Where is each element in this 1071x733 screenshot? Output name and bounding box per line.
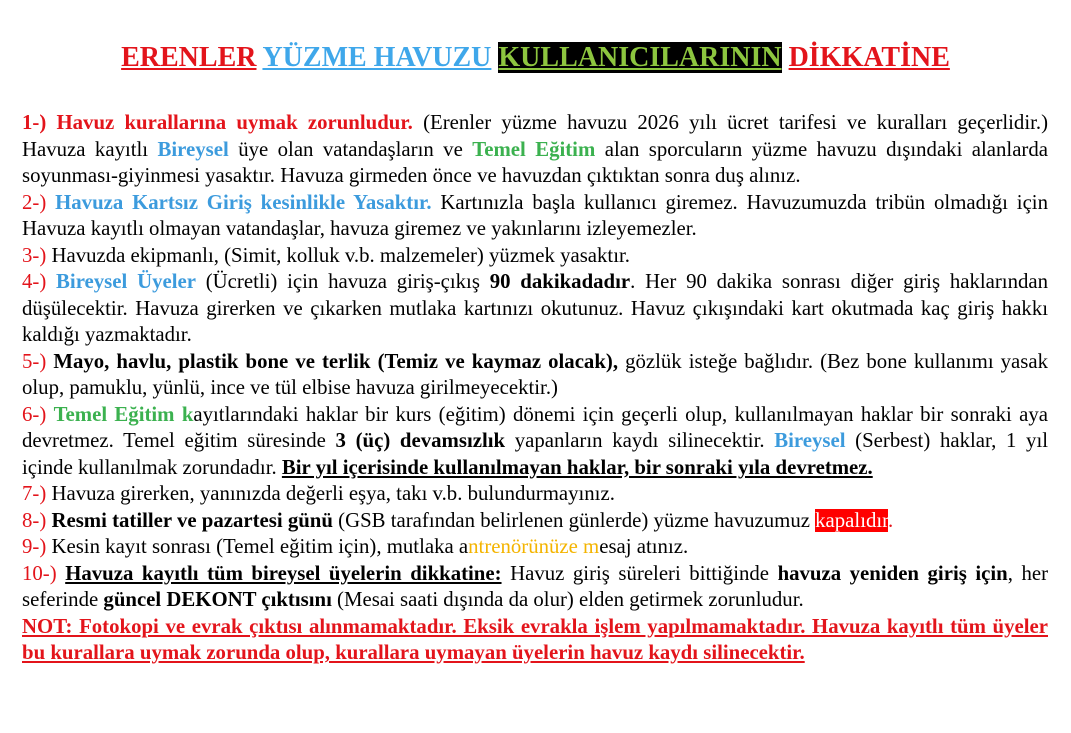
- rule-2-line-2: [22, 216, 1048, 243]
- re-entry-emphasis: havuza yeniden giriş için: [777, 561, 1008, 585]
- rule-6-line-3: [22, 455, 1048, 482]
- rule-5-line-2: [22, 375, 1048, 402]
- footer-note-line-1: [22, 614, 1048, 641]
- footer-note-line-2: [22, 640, 1048, 667]
- rule-5: [22, 349, 1048, 402]
- rule-2-number: 2-): [22, 190, 56, 214]
- rule-4-text: kaldığı yazmaktadır.: [22, 323, 192, 346]
- rule-1-text: alan sporcuların yüzme havuzu dışındaki alanlarda: [595, 137, 1048, 161]
- rule-9: [22, 534, 1048, 561]
- temel-egitim-label: Temel Eğitim k: [53, 402, 194, 426]
- rule-3-number: 3-): [22, 243, 52, 267]
- rule-2-text: Kartınızla başla kullanıcı giremez. Havuzumuzda tribün olmadığı için: [431, 190, 1048, 214]
- title-kullanicilarinin: KULLANICILARININ: [498, 42, 782, 73]
- footer-note-text: bu kurallara uymak zorunda olup, kurallara uymayan üyelerin havuz kaydı silinecektir.: [22, 641, 805, 664]
- rule-8-text: (GSB tarafından belirlenen günlerde) yüzme havuzumuz: [332, 508, 816, 532]
- rule-9-text: esaj atınız.: [599, 535, 689, 558]
- rule-1-text: üye olan vatandaşların ve: [228, 137, 473, 161]
- rule-3: [22, 243, 1048, 270]
- rule-10-text: Havuz giriş süreleri bittiğinde: [501, 561, 778, 585]
- footer-note: [22, 614, 1048, 667]
- rule-2-line-1: [22, 190, 1048, 217]
- rule-5-text: gözlük isteğe bağlıdır. (Bez bone kullanımı yasak: [618, 349, 1049, 373]
- rule-8-heading: Resmi tatiller ve pazartesi günü: [51, 508, 333, 532]
- closed-badge: kapalıdır: [815, 508, 888, 532]
- rule-1-tariff-text: (Erenler yüzme havuzu 2026 yılı ücret tarifesi ve kuralları geçerlidir.): [412, 111, 1049, 134]
- session-duration: 90 dakikadadır: [489, 270, 631, 293]
- rule-1-line-2: [22, 137, 1048, 164]
- rule-6-text: (Serbest) haklar, 1 yıl: [845, 429, 1048, 452]
- notice-title: [0, 42, 1071, 74]
- rule-4: [22, 269, 1048, 349]
- coach-highlight: ntrenörünüze m: [468, 535, 600, 558]
- rule-6-emphasis: Bir yıl içerisinde kullanılmayan haklar, bir sonraki yıla devretmez.: [281, 455, 873, 479]
- bireysel-uyeler-label: Bireysel Üyeler: [56, 270, 196, 293]
- rule-1-text: soyunması-giyinmesi yasaktır. Havuza girmeden önce ve havuzdan çıktıktan sonra duş alınız.: [22, 164, 801, 187]
- rule-7: [22, 481, 1048, 508]
- rule-10-line-1: [22, 561, 1048, 588]
- rule-10-text: seferinde: [22, 588, 104, 611]
- rule-1-number: 1-): [22, 111, 57, 134]
- footer-note-text: NOT: Fotokopi ve evrak çıktısı alınmamaktadır. Eksik evrakla işlem yapılmamaktadır. Havuza kayıtlı tüm üyeler: [22, 614, 1048, 638]
- rule-10-text: , her: [1007, 561, 1049, 585]
- rule-6-text: ayıtlarındaki haklar bir kurs (eğitim) dönemi için geçerli olup, kullanılmayan haklar bir sonraki aya: [193, 402, 1048, 426]
- rule-6-number: 6-): [22, 402, 54, 426]
- rule-4-text: düşülecektir. Havuza girerken ve çıkarken mutlaka kartınızı okutunuz. Havuz çıkışındaki kart okutmada kaç giriş hakkı: [22, 296, 1048, 320]
- temel-egitim-label: Temel Eğitim: [472, 137, 596, 161]
- rule-4-number: 4-): [22, 270, 57, 293]
- rule-8-number: 8-): [22, 508, 52, 532]
- rule-7-text: Havuza girerken, yanınızda değerli eşya, takı v.b. bulundurmayınız.: [51, 482, 615, 505]
- rule-4-text: (Ücretli) için havuza giriş-çıkış: [195, 270, 490, 293]
- rule-10-text: (Mesai saati dışında da olur) elden getirmek zorunludur.: [331, 588, 804, 611]
- rule-6-line-2: [22, 428, 1048, 455]
- rule-5-text: olup, pamuklu, yünlü, ince ve tül elbise havuza girilmeyecektir.): [22, 376, 558, 399]
- dekont-emphasis: güncel DEKONT çıktısını: [103, 588, 332, 611]
- rule-10-number: 10-): [22, 561, 66, 585]
- absence-limit: 3 (üç) devamsızlık: [335, 429, 506, 452]
- rule-1-line-3: [22, 163, 1048, 190]
- rule-9-line-1: [22, 534, 1048, 561]
- rule-4-line-3: [22, 322, 1048, 349]
- title-erenler: ERENLER: [121, 42, 257, 73]
- rule-5-heading: Mayo, havlu, plastik bone ve terlik (Temiz ve kaymaz olacak),: [53, 349, 619, 373]
- rule-6-text: yapanların kaydı silinecektir.: [505, 429, 775, 452]
- rule-8: [22, 508, 1048, 535]
- rule-1-heading: Havuz kurallarına uymak zorunludur.: [56, 111, 413, 134]
- rule-6-line-1: [22, 402, 1048, 429]
- rule-10-heading: Havuza kayıtlı tüm bireysel üyelerin dikkatine:: [65, 561, 502, 585]
- rule-2-heading: Havuza Kartsız Giriş kesinlikle Yasaktır.: [55, 190, 432, 214]
- rule-1-text: Havuza kayıtlı: [22, 137, 158, 161]
- rule-2-text: Havuza kayıtlı olmayan vatandaşlar, havuza giremez ve yakınlarını izleyemezler.: [22, 217, 697, 240]
- rule-5-number: 5-): [22, 349, 54, 373]
- bireysel-label: Bireysel: [157, 137, 229, 161]
- rule-4-line-1: [22, 269, 1048, 296]
- rule-6-text: içinde kullanılmak zorundadır.: [22, 455, 282, 479]
- rule-8-line-1: [22, 508, 1048, 535]
- rules-list: [22, 110, 1048, 667]
- rule-8-period: .: [887, 508, 894, 532]
- rule-6-text: devretmez. Temel eğitim süresinde: [22, 429, 336, 452]
- rule-10: [22, 561, 1048, 614]
- title-yuzme-havuzu: YÜZME HAVUZU: [262, 42, 492, 73]
- bireysel-label: Bireysel: [774, 429, 846, 452]
- rule-3-line-1: [22, 243, 1048, 270]
- rule-1: [22, 110, 1048, 190]
- rule-7-line-1: [22, 481, 1048, 508]
- title-dikkatine: DİKKATİNE: [788, 42, 950, 73]
- rule-9-number: 9-): [22, 535, 52, 558]
- rule-10-line-2: [22, 587, 1048, 614]
- rule-6: [22, 402, 1048, 482]
- rule-5-line-1: [22, 349, 1048, 376]
- rule-1-line-1: [22, 110, 1048, 137]
- rule-7-number: 7-): [22, 482, 52, 505]
- rule-3-text: Havuzda ekipmanlı, (Simit, kolluk v.b. malzemeler) yüzmek yasaktır.: [51, 243, 630, 267]
- rule-4-text: . Her 90 dakika sonrası diğer giriş haklarından: [630, 270, 1049, 293]
- rule-4-line-2: [22, 296, 1048, 323]
- rule-2: [22, 190, 1048, 243]
- rule-9-text: Kesin kayıt sonrası (Temel eğitim için), mutlaka a: [51, 535, 469, 558]
